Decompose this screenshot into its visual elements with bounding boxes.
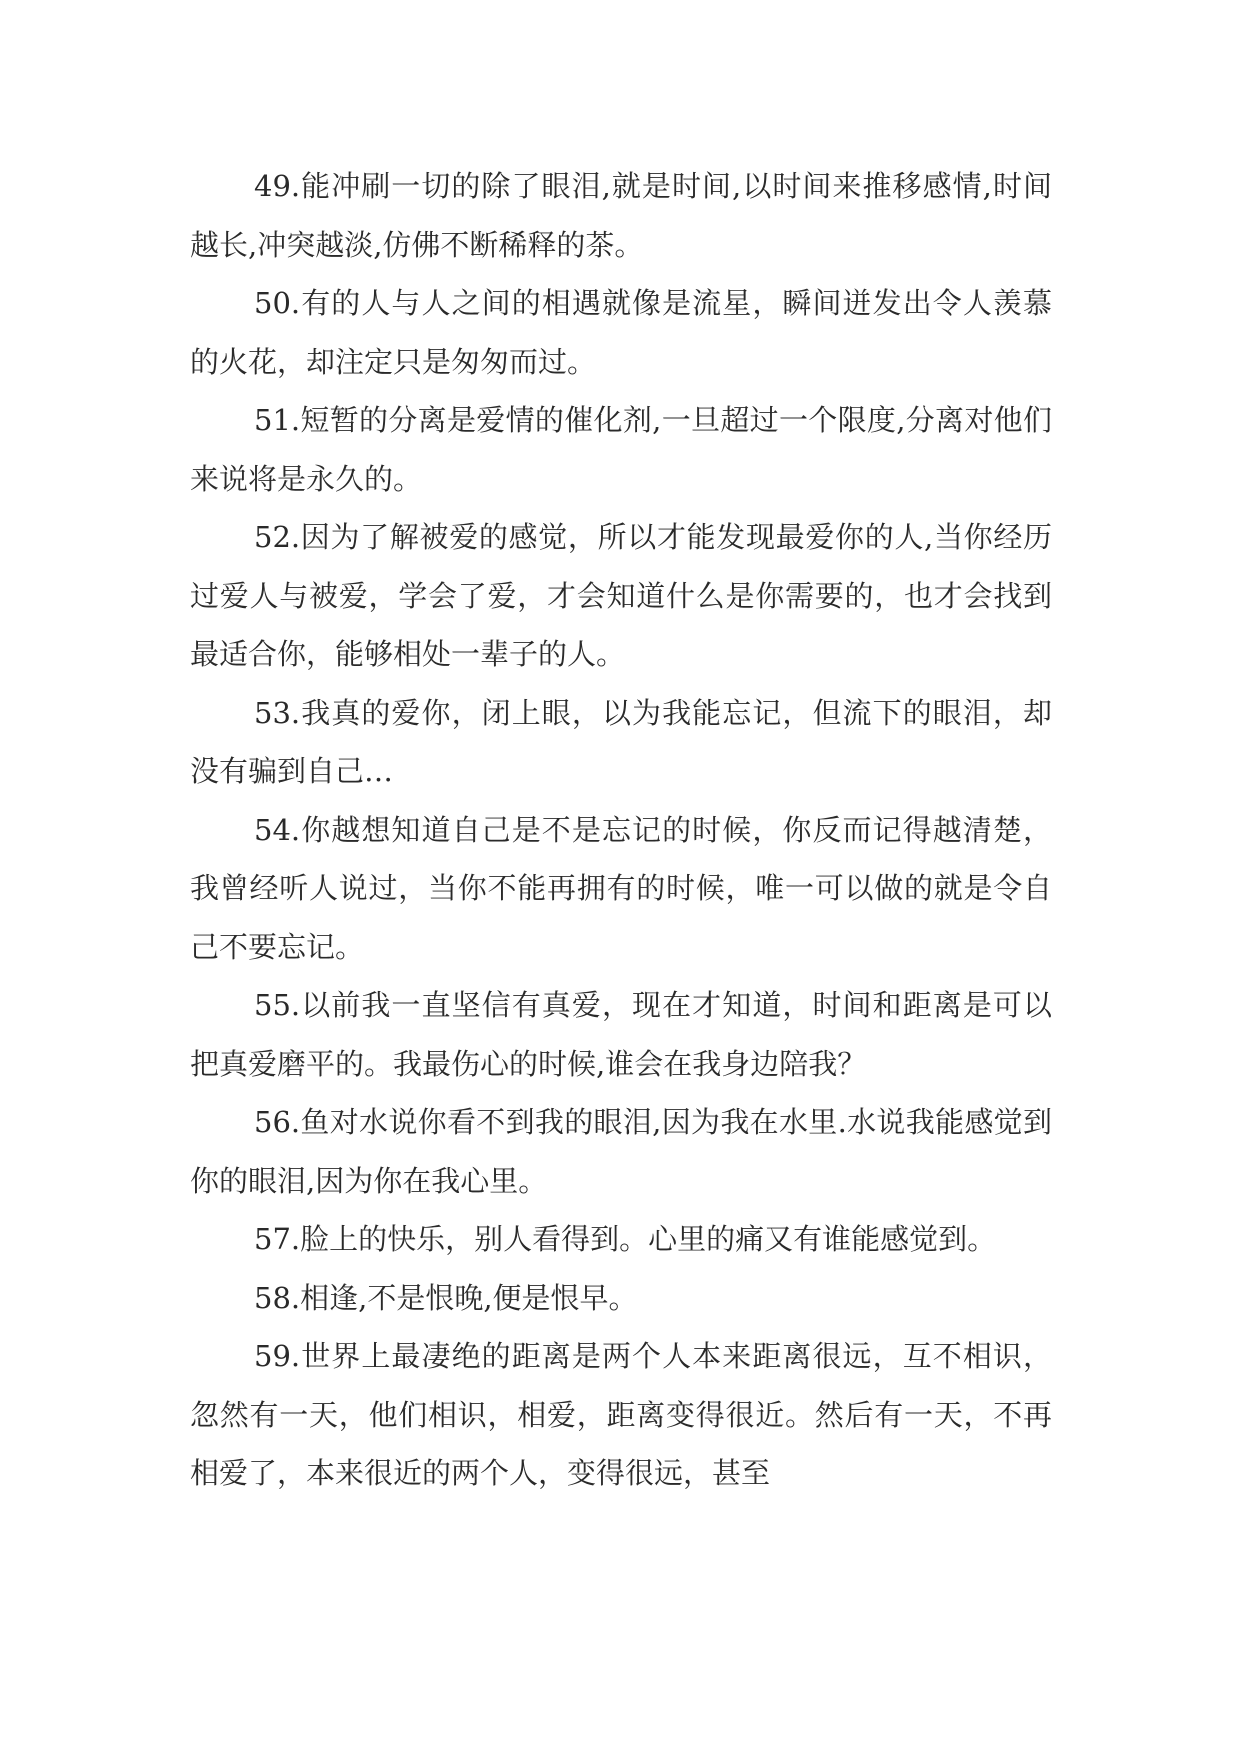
paragraph-56: 56.鱼对水说你看不到我的眼泪,因为我在水里.水说我能感觉到你的眼泪,因为你在我心里。	[190, 1105, 1052, 1198]
paragraph-57: 57.脸上的快乐，别人看得到。心里的痛又有谁能感觉到。	[254, 1222, 997, 1256]
paragraph-54: 54.你越想知道自己是不是忘记的时候，你反而记得越清楚，我曾经听人说过，当你不能再拥有的时候，唯一可以做的就是令自己不要忘记。	[190, 812, 1052, 964]
paragraph-53: 53.我真的爱你，闭上眼，以为我能忘记，但流下的眼泪，却没有骗到自己…	[190, 695, 1052, 788]
paragraph-50: 50.有的人与人之间的相遇就像是流星，瞬间迸发出令人羡慕的火花，却注定只是匆匆而过。	[190, 286, 1052, 379]
paragraph-55: 55.以前我一直坚信有真爱，现在才知道，时间和距离是可以把真爱磨平的。我最伤心的时候,谁会在我身边陪我？	[190, 988, 1052, 1081]
paragraph-59: 59.世界上最凄绝的距离是两个人本来距离很远，互不相识，忽然有一天，他们相识，相爱，距离变得很近。然后有一天，不再相爱了，本来很近的两个人，变得很远，甚至	[190, 1339, 1052, 1490]
paragraph-51: 51.短暂的分离是爱情的催化剂,一旦超过一个限度,分离对他们来说将是永久的。	[190, 403, 1052, 496]
paragraph-52: 52.因为了解被爱的感觉，所以才能发现最爱你的人,当你经历过爱人与被爱，学会了爱，才会知道什么是你需要的，也才会找到最适合你，能够相处一辈子的人。	[190, 520, 1052, 671]
body-text	[190, 157, 1052, 1503]
paragraph-58: 58.相逢,不是恨晚,便是恨早。	[254, 1280, 638, 1315]
paragraph-49: 49.能冲刷一切的除了眼泪,就是时间,以时间来推移感情,时间越长,冲突越淡,仿佛不断稀释的茶。	[190, 169, 1052, 262]
